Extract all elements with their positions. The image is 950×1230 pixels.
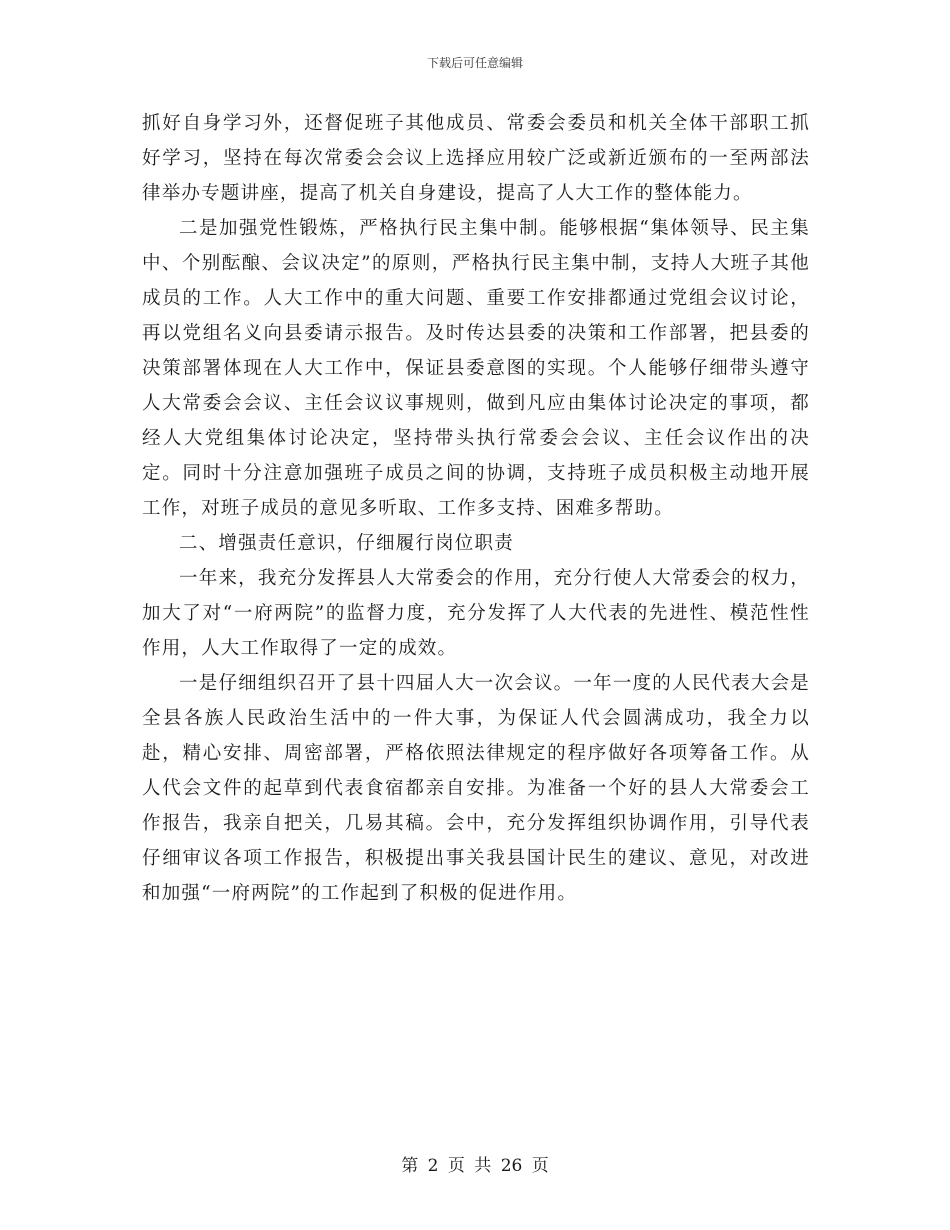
page-header: 下载后可任意编辑	[426, 56, 523, 70]
page-number: 第 2 页 共 26 页	[401, 1156, 549, 1176]
section-heading: 二、增强责任意识，仔细履行岗位职责	[179, 533, 514, 554]
body-paragraph: 一年来，我充分发挥县人大常委会的作用，充分行使人大常委会的权力，加大了对“一府两院”的监督力度，充分发挥了人大代表的先进性、模范性性作用，人大工作取得了一定的成效。	[142, 568, 810, 659]
body-paragraph: 二是加强党性锻炼，严格执行民主集中制。能够根据“集体领导、民主集中、个别酝酿、会议决定”的原则，严格执行民主集中制，支持人大班子其他成员的工作。人大工作中的重大问题、重要工作安排都通过党组会议讨论，再以党组名义向县委请示报告。及时传达县委的决策和工作部署，把县委的决策部署体现在人大工作中，保证县委意图的实现。个人能够仔细带头遵守人大常委会会议、主任会议议事规则，做到凡应由集体讨论决定的事项，都经人大党组集体讨论决定，坚持带头执行常委会会议、主任会议作出的决定。同时十分注意加强班子成员之间的协调，支持班子成员积极主动地开展工作，对班子成员的意见多听取、工作多支持、困难多帮助。	[142, 218, 810, 519]
document-body	[142, 106, 810, 911]
body-paragraph: 抓好自身学习外，还督促班子其他成员、常委会委员和机关全体干部职工抓好学习，坚持在每次常委会会议上选择应用较广泛或新近颁布的一至两部法律举办专题讲座，提高了机关自身建设，提高了人大工作的整体能力。	[142, 113, 810, 204]
body-paragraph: 一是仔细组织召开了县十四届人大一次会议。一年一度的人民代表大会是全县各族人民政治生活中的一件大事，为保证人代会圆满成功，我全力以赴，精心安排、周密部署，严格依照法律规定的程序做好各项筹备工作。从人代会文件的起草到代表食宿都亲自安排。为准备一个好的县人大常委会工作报告，我亲自把关，几易其稿。会中，充分发挥组织协调作用，引导代表仔细审议各项工作报告，积极提出事关我县国计民生的建议、意见，对改进和加强“一府两院”的工作起到了积极的促进作用。	[142, 673, 810, 904]
